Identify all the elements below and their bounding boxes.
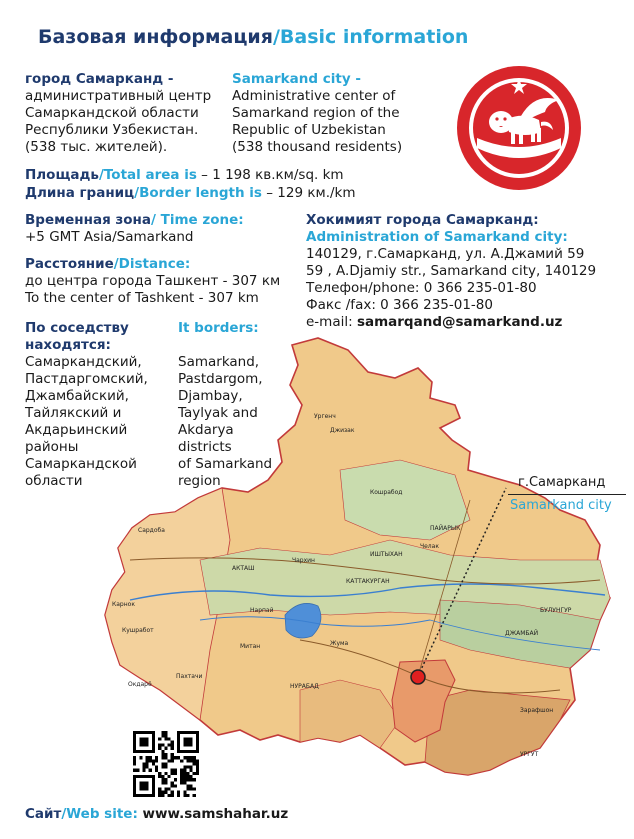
svg-text:КАТТАКУРГАН: КАТТАКУРГАН bbox=[346, 578, 390, 585]
website-link[interactable]: www.samshahar.uz bbox=[137, 806, 289, 822]
area-info: Площадь/Total area is – 1 198 кв.км/sq. km bbox=[25, 167, 344, 183]
svg-text:НУРАБАД: НУРАБАД bbox=[290, 683, 319, 690]
border-info: Длина границ/Border length is – 129 км./km bbox=[25, 185, 356, 201]
svg-text:Нарпай: Нарпай bbox=[250, 607, 274, 614]
svg-text:Джизак: Джизак bbox=[330, 427, 355, 434]
timezone-info: Временная зона/ Time zone: +5 GMT Asia/Samarkand bbox=[25, 212, 244, 245]
svg-text:БУЛУНГУР: БУЛУНГУР bbox=[540, 607, 572, 614]
page-title: Базовая информация/Basic information bbox=[38, 26, 469, 48]
svg-text:ИШТЫХАН: ИШТЫХАН bbox=[370, 551, 403, 558]
qr-code[interactable] bbox=[133, 731, 199, 797]
administration-info: Хокимият города Самарканд: Administration of Samarkand city: 140129, г.Самарканд, ул. А.Джамий 59 59 , A.Djamiy str., Samarkand city, 140129 Телефон/phone: 0 366 235-01-80 Факс /fax: 0 366 235-01-80 e-mail: samarqand@samarkand.uz bbox=[306, 212, 597, 330]
city-heading-ru: город Самарканд - bbox=[25, 71, 174, 87]
city-description-en: Samarkand city - Administrative center of Samarkand region of the Republic of Uzbekistan (538 thousand residents) bbox=[232, 71, 403, 155]
distance-info: Расстояние/Distance: до центра города Ташкент - 307 км To the center of Tashkent - 307 km bbox=[25, 256, 281, 306]
svg-text:Сардоба: Сардоба bbox=[138, 527, 165, 534]
fax-number: Факс /fax: 0 366 235-01-80 bbox=[306, 297, 493, 313]
svg-text:АКТАШ: АКТАШ bbox=[232, 565, 255, 572]
city-callout: г.Самарканд Samarkand city bbox=[508, 472, 626, 517]
svg-text:Чархин: Чархин bbox=[292, 557, 315, 564]
svg-text:УРГУТ: УРГУТ bbox=[520, 751, 539, 758]
neighbors-ru: По соседству находятся: Самаркандский, Пастдаргомский, Джамбайский, Тайлякский и Акдарьинский районы Самаркандской области bbox=[25, 320, 148, 489]
city-location-marker bbox=[411, 670, 425, 684]
svg-text:Жума: Жума bbox=[330, 640, 349, 647]
phone-number: Телефон/phone: 0 366 235-01-80 bbox=[306, 280, 537, 296]
email-link[interactable]: samarqand@samarkand.uz bbox=[356, 314, 563, 330]
svg-text:Митан: Митан bbox=[240, 643, 261, 650]
city-heading-en: Samarkand city - bbox=[232, 71, 361, 87]
svg-text:ДЖАМБАЙ: ДЖАМБАЙ bbox=[505, 630, 539, 637]
svg-text:Пахтачи: Пахтачи bbox=[176, 673, 203, 680]
svg-text:Ургенч: Ургенч bbox=[314, 413, 336, 420]
svg-text:Кошрабод: Кошрабод bbox=[370, 489, 403, 496]
website-info: Сайт/Web site: www.samshahar.uz bbox=[25, 806, 289, 822]
svg-text:Кушработ: Кушработ bbox=[122, 627, 154, 634]
svg-text:Карнок: Карнок bbox=[112, 601, 135, 608]
svg-text:Окдарё: Окдарё bbox=[128, 681, 152, 688]
samarkand-emblem bbox=[455, 64, 583, 192]
neighbors-en: It borders: Samarkand, Pastdargom, Djambay, Taylyak and Akdarya districts of Samarkand region bbox=[178, 320, 273, 489]
svg-text:Челак: Челак bbox=[420, 543, 439, 550]
city-description-ru: город Самарканд - административный центр Самаркандской области Республики Узбекистан. (538 тыс. жителей). bbox=[25, 71, 212, 155]
svg-text:ПАЙАРЫК: ПАЙАРЫК bbox=[430, 525, 461, 532]
svg-text:Зарафшон: Зарафшон bbox=[520, 707, 554, 714]
